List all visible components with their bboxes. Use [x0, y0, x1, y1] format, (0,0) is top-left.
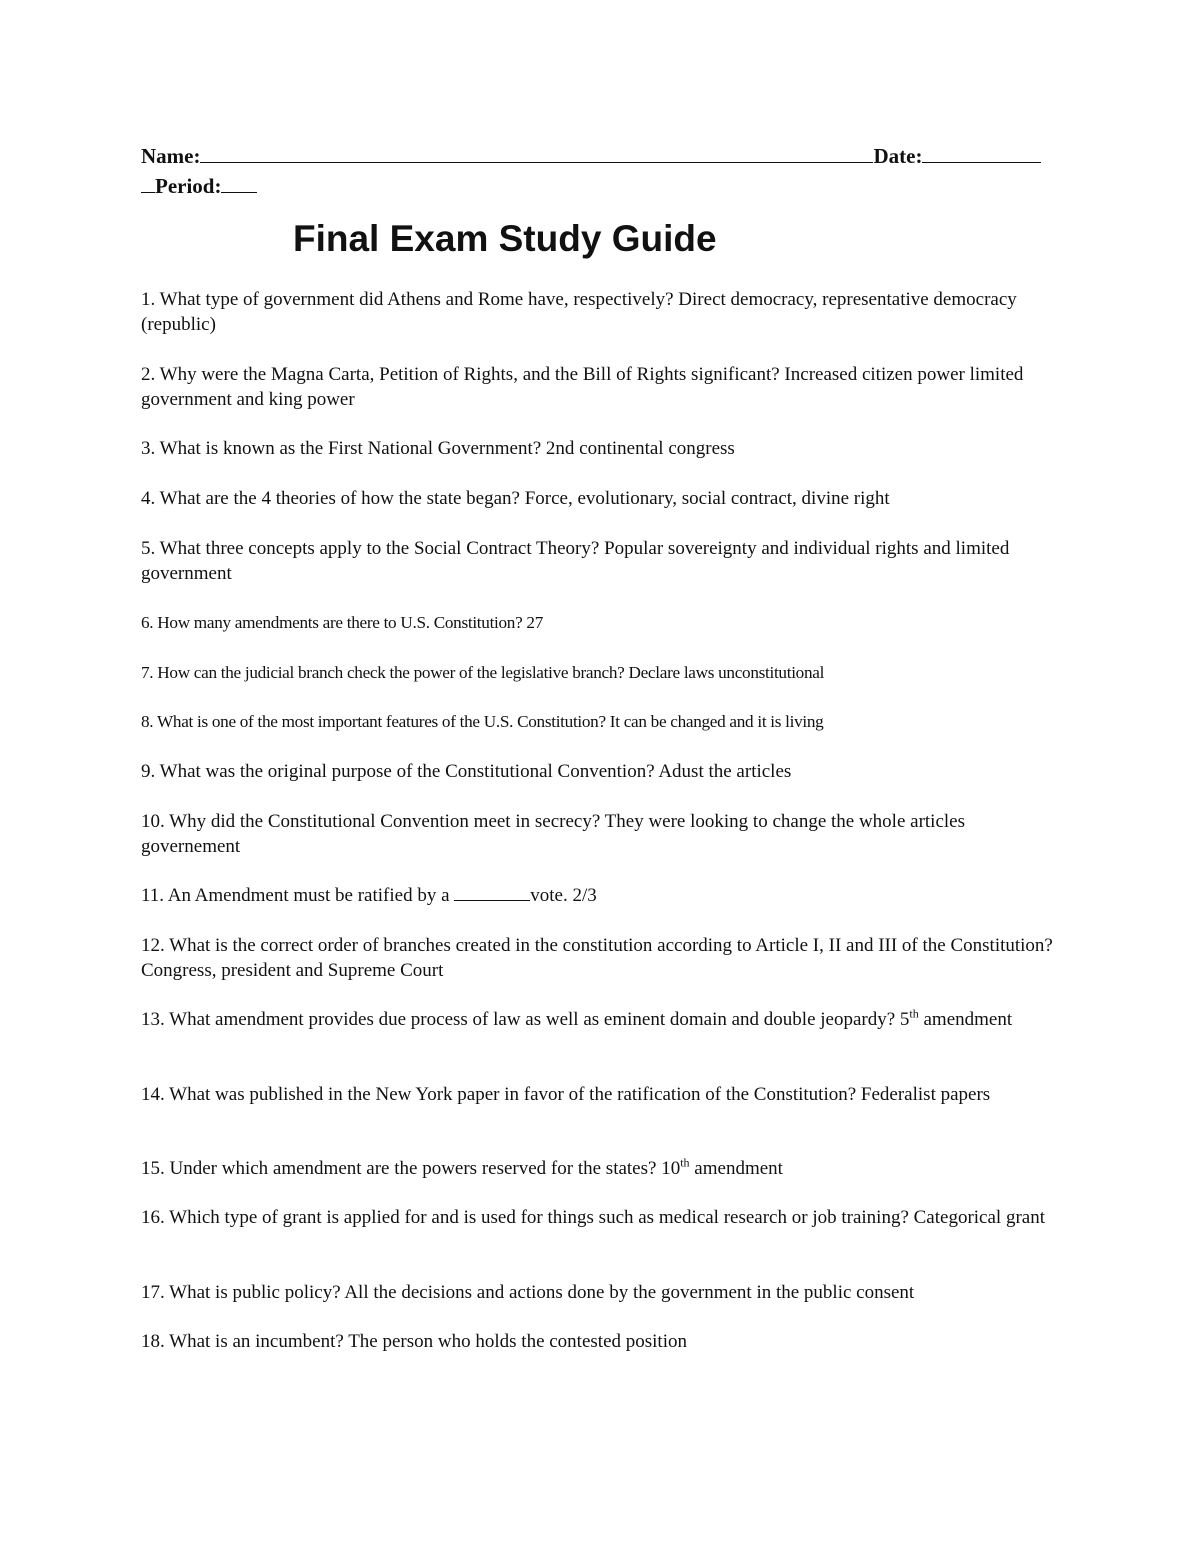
question-text: 3. What is known as the First National Government? 2nd continental congress [141, 438, 735, 459]
period-row [141, 171, 1056, 201]
ordinal-superscript: th [680, 1155, 690, 1170]
question-item [141, 884, 1061, 909]
question-text: 18. What is an incumbent? The person who holds the contested position [141, 1331, 687, 1352]
question-item [141, 537, 1061, 586]
question-item [141, 710, 1061, 735]
question-item [141, 288, 1061, 337]
question-text: 9. What was the original purpose of the Constitutional Convention? Adust the articles [141, 761, 792, 782]
student-info-header [141, 141, 1056, 201]
question-item [141, 363, 1061, 412]
question-text: 11. An Amendment must be ratified by a [141, 885, 455, 906]
name-blank-line [200, 142, 873, 163]
question-item [141, 611, 1061, 636]
question-item [141, 1206, 1061, 1231]
answer-blank-line [454, 884, 530, 901]
question-text: 10. Why did the Constitutional Convention meet in secrecy? They were looking to change the whole articles governement [141, 811, 966, 857]
question-text: 2. Why were the Magna Carta, Petition of Rights, and the Bill of Rights significant? Increased citizen power limited government and king power [141, 364, 1024, 410]
question-answer: amendment [689, 1158, 783, 1179]
question-item [141, 810, 1061, 859]
date-blank-line [922, 142, 1041, 163]
question-item [141, 1008, 1061, 1033]
period-blank-line [221, 172, 257, 193]
question-text: 16. Which type of grant is applied for and is used for things such as medical research or job training? Categorical grant [141, 1207, 1045, 1228]
question-item [141, 437, 1061, 462]
period-lead-line [141, 172, 155, 193]
question-answer: vote. 2/3 [530, 885, 597, 906]
question-text: 6. How many amendments are there to U.S. Constitution? 27 [141, 613, 544, 632]
question-text: 8. What is one of the most important features of the U.S. Constitution? It can be changed and it is living [141, 712, 824, 731]
ordinal-superscript: th [909, 1006, 919, 1021]
question-text: 15. Under which amendment are the powers reserved for the states? 10 [141, 1158, 681, 1179]
question-item [141, 1157, 1061, 1182]
question-text: 17. What is public policy? All the decisions and actions done by the government in the public consent [141, 1282, 915, 1303]
question-item [141, 760, 1061, 785]
name-date-row [141, 141, 1056, 171]
date-label: Date: [873, 144, 923, 168]
name-label: Name: [141, 144, 201, 168]
question-text: 7. How can the judicial branch check the power of the legislative branch? Declare laws unconstitutional [141, 663, 825, 682]
question-item [141, 661, 1061, 686]
page-title: Final Exam Study Guide [293, 218, 717, 259]
question-text: 12. What is the correct order of branches created in the constitution according to Article I, II and III of the Constitution? Congress, president and Supreme Court [141, 935, 1053, 981]
question-text: 13. What amendment provides due process of law as well as eminent domain and double jeopardy? 5 [141, 1009, 910, 1030]
question-item [141, 1281, 1061, 1306]
question-answer: amendment [918, 1009, 1013, 1030]
period-label: Period: [155, 174, 222, 198]
question-text: 5. What three concepts apply to the Social Contract Theory? Popular sovereignty and individual rights and limited government [141, 538, 1010, 584]
question-text: 4. What are the 4 theories of how the state began? Force, evolutionary, social contract, divine right [141, 488, 890, 509]
question-item [141, 1083, 1061, 1108]
question-text: 14. What was published in the New York paper in favor of the ratification of the Constitution? Federalist papers [141, 1084, 991, 1105]
question-item [141, 487, 1061, 512]
question-text: 1. What type of government did Athens and Rome have, respectively? Direct democracy, representative democracy (republic) [141, 289, 1017, 335]
question-item [141, 1330, 1061, 1355]
question-item [141, 934, 1061, 983]
